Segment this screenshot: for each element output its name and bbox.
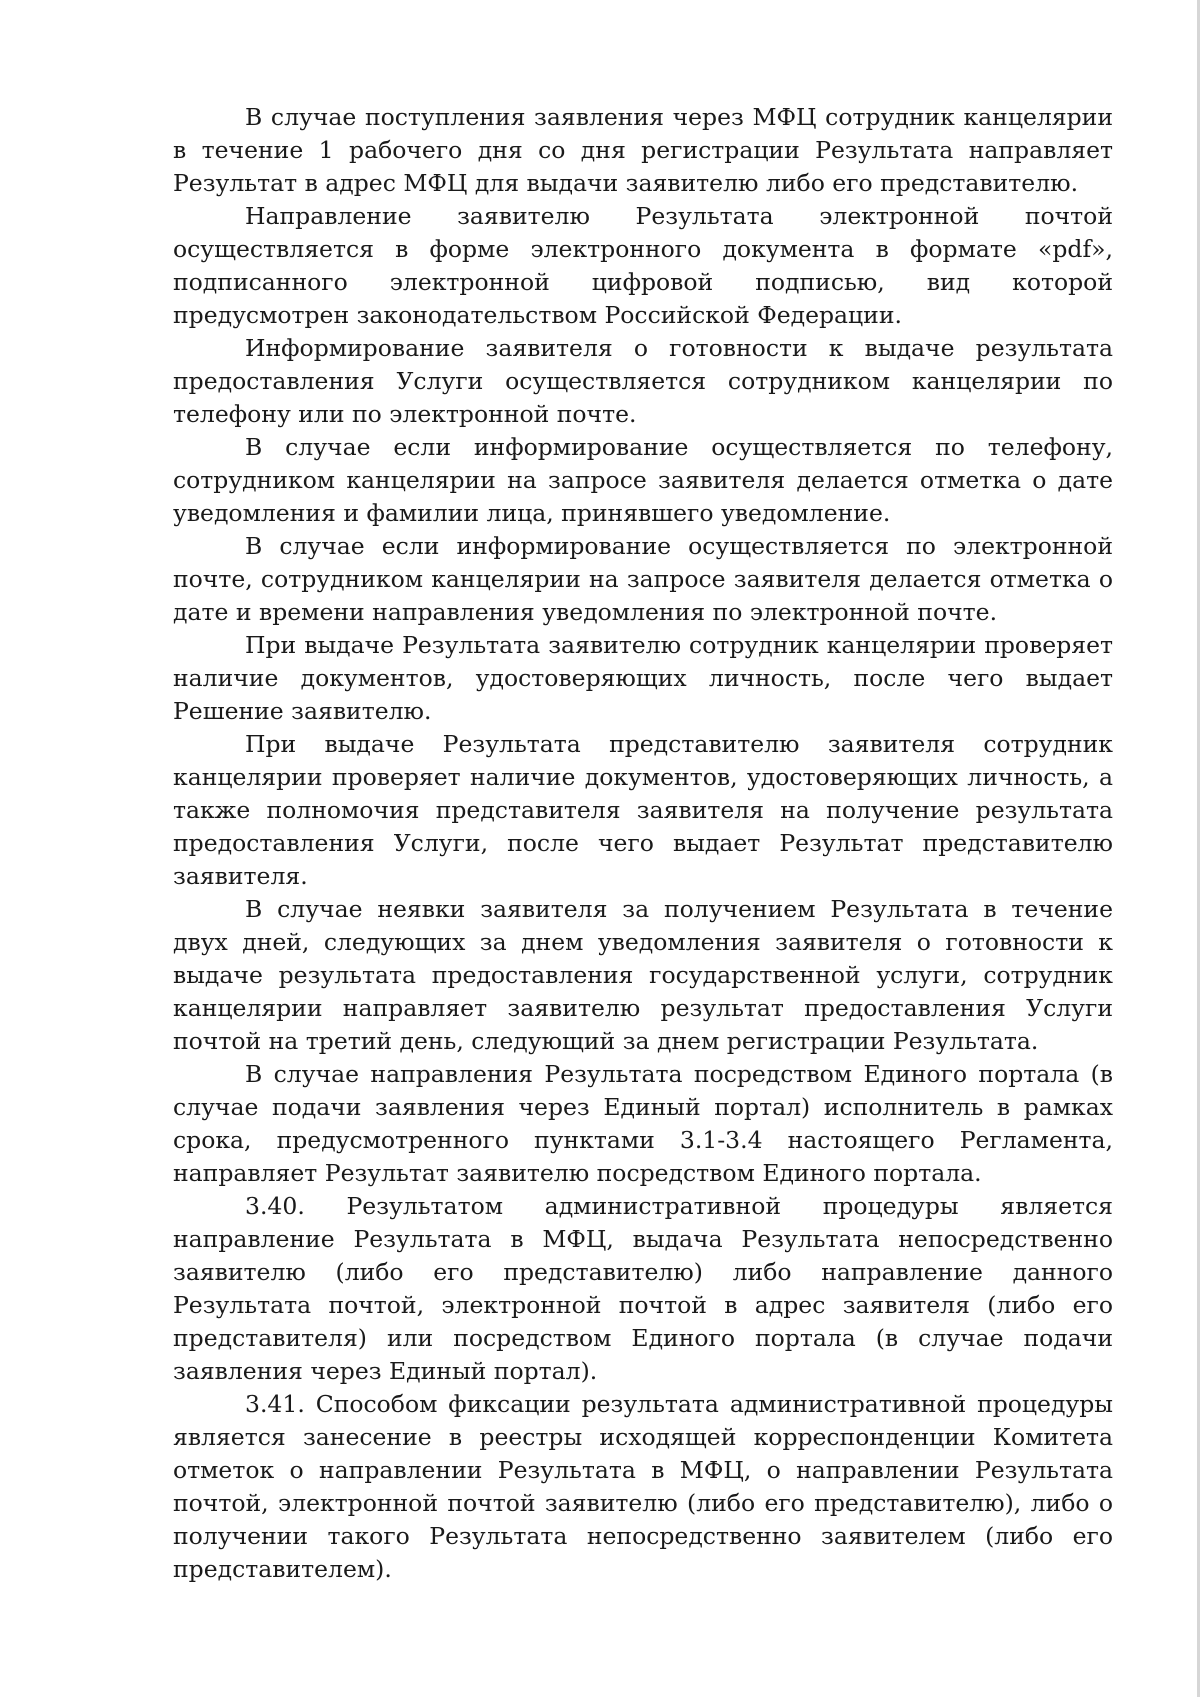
paragraph-email-delivery: Направление заявителю Результата электронной почтой осуществляется в форме электронного документа в формате «pdf», подписанного электронной цифровой подписью, вид которой предусмотрен законодательством Российской Федерации. xyxy=(173,202,1113,329)
paragraph-section-3-40: 3.40. Результатом административной процедуры является направление Результата в МФЦ, выдача Результата непосредственно заявителю (либо его представителю) либо направление данного Результата почтой, электронной почтой в адрес заявителя (либо его представителя) или посредством Единого портала (в случае подачи заявления через Единый портал). xyxy=(173,1192,1113,1385)
paragraph-phone-notice: В случае если информирование осуществляется по телефону, сотрудником канцелярии на запросе заявителя делается отметка о дате уведомления и фамилии лица, принявшего уведомление. xyxy=(173,433,1113,527)
paragraph-mfc-delivery: В случае поступления заявления через МФЦ сотрудник канцелярии в течение 1 рабочего дня со дня регистрации Результата направляет Результат в адрес МФЦ для выдачи заявителю либо его представителю. xyxy=(173,103,1113,197)
paragraph-email-notice: В случае если информирование осуществляется по электронной почте, сотрудником канцелярии на запросе заявителя делается отметка о дате и времени направления уведомления по электронной почте. xyxy=(173,532,1113,626)
paragraph-issue-to-representative: При выдаче Результата представителю заявителя сотрудник канцелярии проверяет наличие документов, удостоверяющих личность, а также полномочия представителя заявителя на получение результата предоставления Услуги, после чего выдает Результат представителю заявителя. xyxy=(173,730,1113,890)
paragraph-section-3-41: 3.41. Способом фиксации результата административной процедуры является занесение в реестры исходящей корреспонденции Комитета отметок о направлении Результата в МФЦ, о направлении Результата почтой, электронной почтой заявителю (либо его представителю), либо о получении такого Результата непосредственно заявителем (либо его представителем). xyxy=(173,1390,1113,1583)
paragraph-readiness-notice: Информирование заявителя о готовности к выдаче результата предоставления Услуги осуществляется сотрудником канцелярии по телефону или по электронной почте. xyxy=(173,334,1113,428)
paragraph-issue-to-applicant: При выдаче Результата заявителю сотрудник канцелярии проверяет наличие документов, удостоверяющих личность, после чего выдает Решение заявителю. xyxy=(173,631,1113,725)
paragraph-no-show: В случае неявки заявителя за получением Результата в течение двух дней, следующих за днем уведомления заявителя о готовности к выдаче результата предоставления государственной услуги, сотрудник канцелярии направляет заявителю результат предоставления Услуги почтой на третий день, следующий за днем регистрации Результата. xyxy=(173,895,1113,1055)
document-body xyxy=(173,101,1113,1586)
paragraph-unified-portal: В случае направления Результата посредством Единого портала (в случае подачи заявления через Единый портал) исполнитель в рамках срока, предусмотренного пунктами 3.1-3.4 настоящего Регламента, направляет Результат заявителю посредством Единого портала. xyxy=(173,1060,1113,1187)
